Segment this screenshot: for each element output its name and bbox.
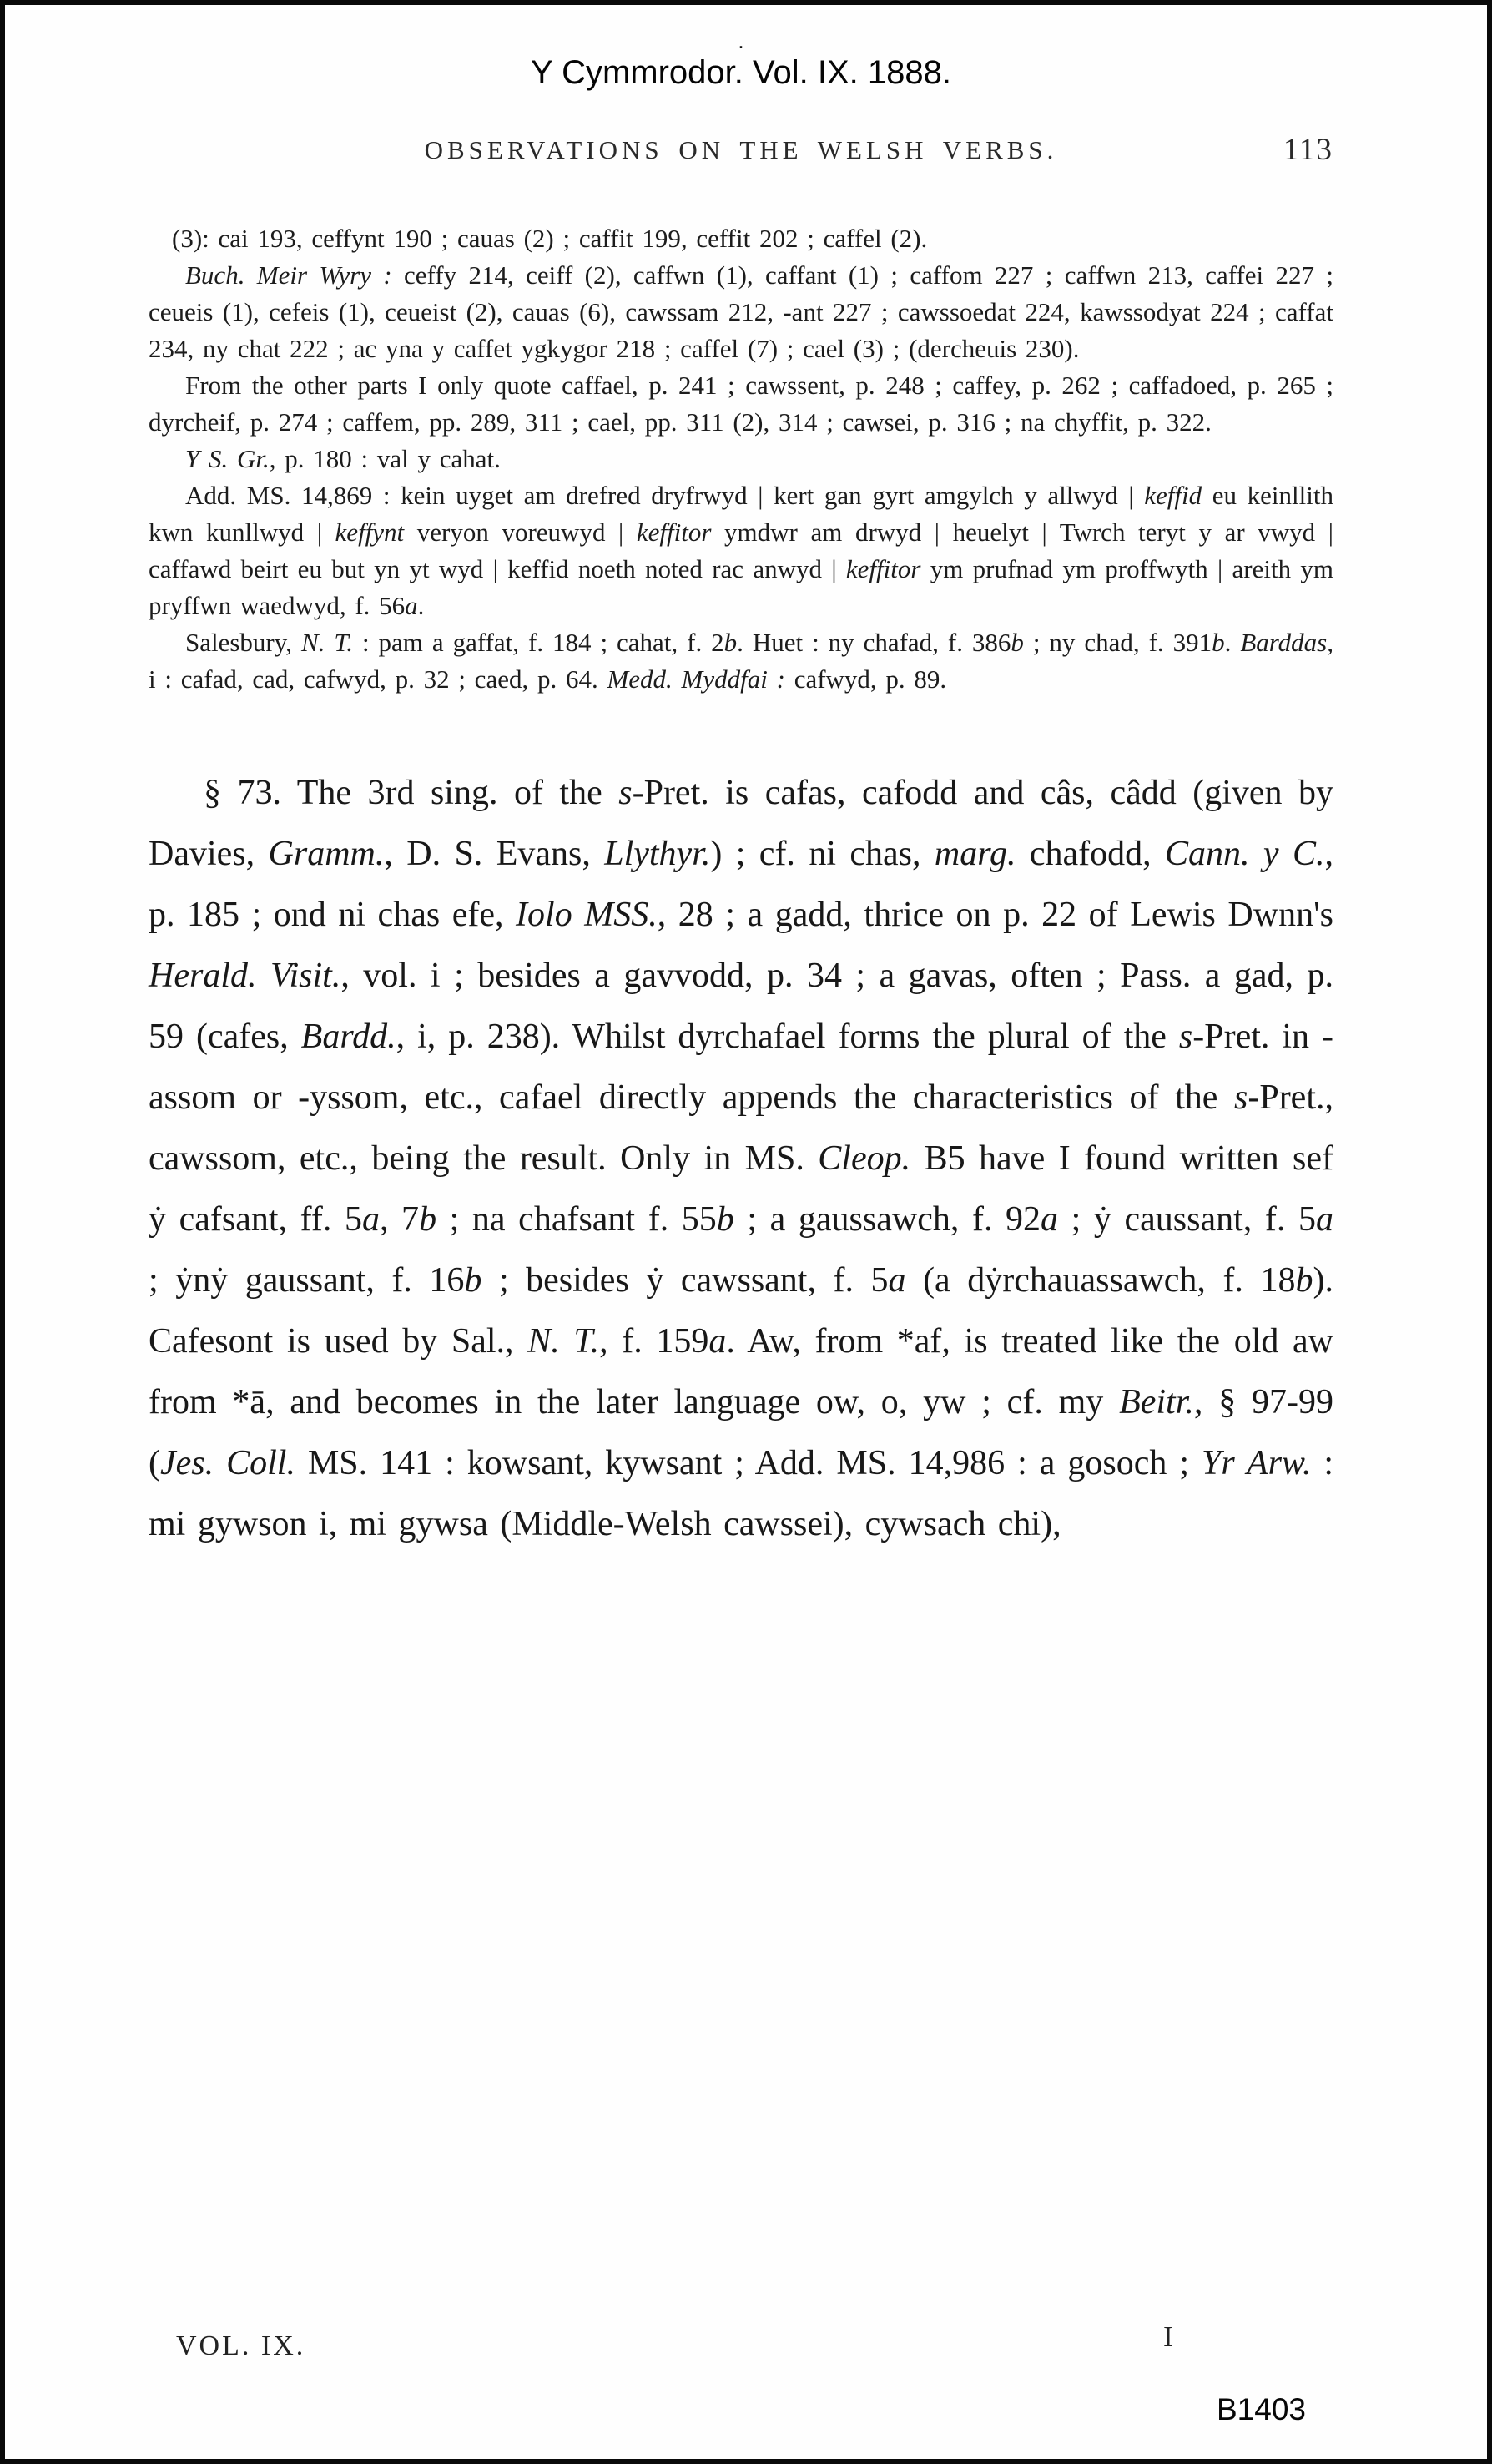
header-stamp: [149, 30, 1333, 92]
paragraph-cite: From the other parts I only quote caffael, p. 241 ; cawssent, p. 248 ; caffey, p. 262 ; caffadoed, p. 265 ; dyrcheif, p. 274 ; caffem, pp. 289, 311 ; cael, pp. 311 (2), 314 ; cawsei, p. 316 ; na chyffit, p. 322.: [149, 371, 1333, 437]
page-number: 113: [1283, 133, 1333, 167]
paragraph-cite: (3): cai 193, ceffynt 190 ; cauas (2) ; caffit 199, ceffit 202 ; caffel (2).: [172, 224, 928, 253]
footer-signature: I: [1163, 2320, 1173, 2353]
page-content: [149, 5, 1333, 1555]
text-body: [149, 220, 1333, 1555]
volume-stamp: Y Cymmrodor. Vol. IX. 1888.: [531, 54, 951, 91]
paragraph-cite: Buch. Meir Wyry : ceffy 214, ceiff (2), caffwn (1), caffant (1) ; caffom 227 ; caffwn 213, caffei 227 ; ceueis (1), cefeis (1), ceueist (2), cauas (6), cawssam 212, -ant 227 ; cawssoedat 224, kawssodyat 224 ; caffat 234, ny chat 222 ; ac yna y caffet ygkygor 218 ; caffel (7) ; cael (3) ; (dercheuis 230).: [149, 260, 1333, 363]
top-mark: .: [738, 28, 744, 53]
running-head: [149, 135, 1333, 172]
barcode-number: B1403: [1217, 2392, 1306, 2426]
footer-volume: VOL. IX.: [176, 2330, 306, 2361]
paragraph-cite: Add. MS. 14,869 : kein uyget am drefred dryfrwyd | kert gan gyrt amgylch y allwyd | keffid eu keinllith kwn kunllwyd | keffynt veryon voreuwyd | keffitor ymdwr am drwyd | heuelyt | Twrch teryt y ar vwyd | caffawd beirt eu but yn yt wyd | keffid noeth noted rac anwyd | keffitor ym prufnad ym proffwyth | areith ym pryffwn waedwyd, f. 56a.: [149, 481, 1333, 620]
paragraph-main: § 73. The 3rd sing. of the s-Pret. is cafas, cafodd and câs, câdd (given by Davies, Gramm., D. S. Evans, Llythyr.) ; cf. ni chas, marg. chafodd, Cann. y C., p. 185 ; ond ni chas efe, Iolo MSS., 28 ; a gadd, thrice on p. 22 of Lewis Dwnn's Herald. Visit., vol. i ; besides a gavvodd, p. 34 ; a gavas, often ; Pass. a gad, p. 59 (cafes, Bardd., i, p. 238). Whilst dyrchafael forms the plural of the s-Pret. in -assom or -yssom, etc., cafael directly appends the characteristics of the s-Pret., cawssom, etc., being the result. Only in MS. Cleop. B5 have I found written sef ẏ cafsant, ff. 5a, 7b ; na chafsant f. 55b ; a gaussawch, f. 92a ; ẏ caussant, f. 5a ; ẏnẏ gaussant, f. 16b ; besides ẏ cawssant, f. 5a (a dẏrchauassawch, f. 18b). Cafesont is used by Sal., N. T., f. 159a. Aw, from *af, is treated like the old aw from *ā, and becomes in the later language ow, o, yw ; cf. my Beitr., § 97-99 (Jes. Coll. MS. 141 : kowsant, kywsant ; Add. MS. 14,986 : a gosoch ; Yr Arw. : mi gywson i, mi gywsa (Middle-Welsh cawssei), cywsach chi),: [149, 774, 1334, 1543]
paragraph-cite: Salesbury, N. T. : pam a gaffat, f. 184 ; cahat, f. 2b. Huet : ny chafad, f. 386b ; ny chad, f. 391b. Barddas, i : cafad, cad, cafwyd, p. 32 ; caed, p. 64. Medd. Myddfai : cafwyd, p. 89.: [149, 628, 1333, 694]
running-head-title: OBSERVATIONS ON THE WELSH VERBS.: [424, 135, 1058, 164]
paragraph-cite: Y S. Gr., p. 180 : val y cahat.: [185, 444, 501, 473]
